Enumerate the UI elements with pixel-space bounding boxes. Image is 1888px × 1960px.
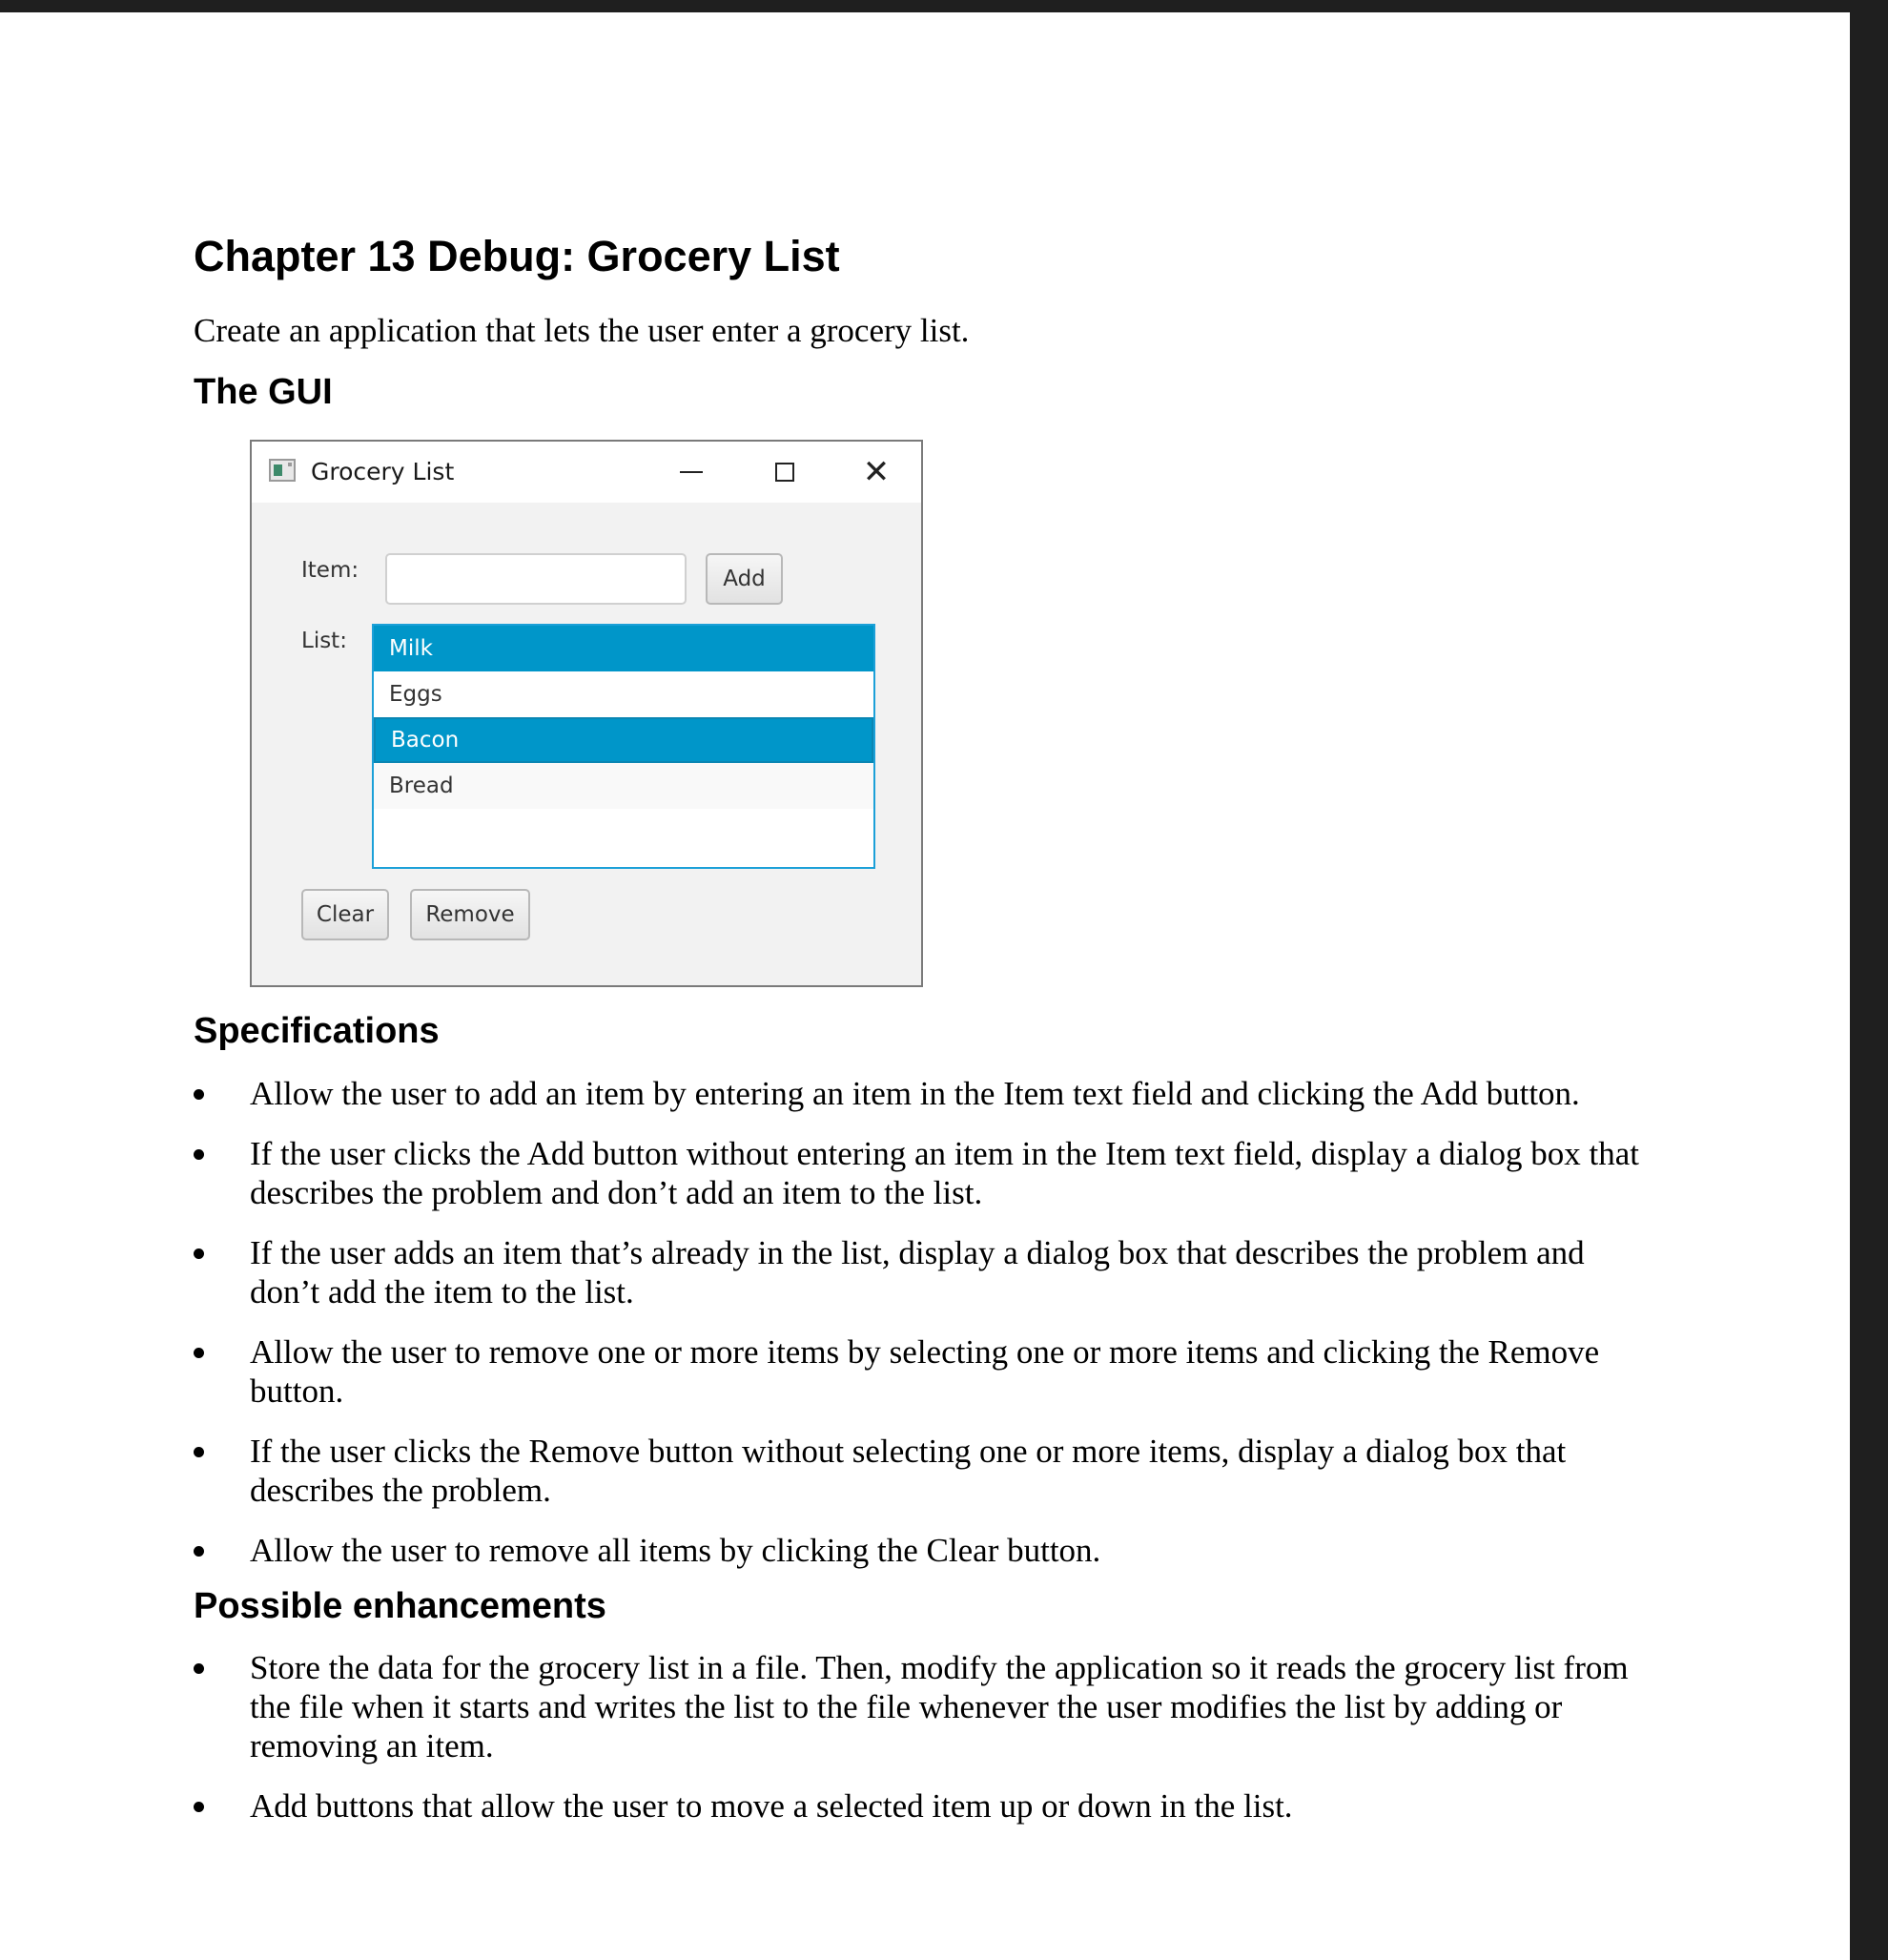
list-label: List: (301, 629, 347, 653)
list-item[interactable]: Eggs (374, 671, 873, 717)
bullet-icon (194, 1089, 204, 1100)
bullet-icon (194, 1447, 204, 1457)
viewer-scrollbar[interactable] (1850, 0, 1888, 1960)
list-item[interactable]: Milk (374, 626, 873, 671)
enhancements-heading: Possible enhancements (194, 1586, 606, 1626)
viewer-top-bar (0, 0, 1888, 12)
bullet-icon (194, 1149, 204, 1160)
bullet-text: Add buttons that allow the user to move a selected item up or down in the list. (250, 1787, 1293, 1825)
bullet-text: Store the data for the grocery list in a file. Then, modify the application so it reads the grocery list from the file when it starts and writes the list to the file whenever the user modifies the list by adding or removing an item. (250, 1649, 1629, 1764)
list-item (194, 1332, 1643, 1411)
bullet-text: Allow the user to remove all items by clicking the Clear button. (250, 1532, 1101, 1569)
remove-button[interactable]: Remove (410, 889, 530, 940)
bullet-text: Allow the user to remove one or more items by selecting one or more items and clicking the Remove button. (250, 1333, 1600, 1410)
app-icon (269, 459, 296, 482)
item-input[interactable] (385, 553, 687, 605)
bullet-icon (194, 1546, 204, 1557)
list-item[interactable]: Bread (374, 763, 873, 809)
bullet-icon (194, 1348, 204, 1358)
list-item (194, 1233, 1643, 1311)
bullet-icon (194, 1663, 204, 1674)
bullet-icon (194, 1248, 204, 1259)
specifications-list (194, 1074, 1643, 1591)
bullet-text: If the user clicks the Add button without entering an item in the Item text field, display a dialog box that describes the problem and don’t add an item to the list. (250, 1135, 1640, 1211)
clear-button[interactable]: Clear (301, 889, 389, 940)
list-item (194, 1786, 1643, 1826)
item-label: Item: (301, 558, 359, 583)
maximize-icon[interactable] (761, 451, 809, 493)
list-item (194, 1648, 1643, 1765)
list-item (194, 1074, 1643, 1113)
list-item (194, 1432, 1643, 1510)
list-item (194, 1134, 1643, 1212)
grocery-list-window-screenshot (250, 440, 923, 987)
close-icon[interactable]: ✕ (862, 453, 891, 491)
page-title: Chapter 13 Debug: Grocery List (194, 232, 840, 280)
add-button[interactable]: Add (706, 553, 783, 605)
bullet-text: Allow the user to add an item by entering an item in the Item text field and clicking the Add button. (250, 1075, 1580, 1112)
window-title: Grocery List (311, 458, 455, 485)
list-item[interactable]: Bacon (374, 717, 873, 763)
enhancements-list (194, 1648, 1643, 1847)
minimize-icon[interactable] (667, 451, 715, 493)
bullet-text: If the user clicks the Remove button without selecting one or more items, display a dialog box that describes the problem. (250, 1433, 1567, 1509)
intro-paragraph: Create an application that lets the user enter a grocery list. (194, 312, 970, 349)
list-item (194, 1531, 1643, 1570)
document-page (0, 12, 1850, 1960)
bullet-text: If the user adds an item that’s already in the list, display a dialog box that describes the problem and don’t add the item to the list. (250, 1234, 1585, 1310)
specifications-heading: Specifications (194, 1011, 440, 1051)
bullet-icon (194, 1802, 204, 1812)
window-title-bar (252, 442, 921, 503)
gui-heading: The GUI (194, 372, 333, 412)
grocery-list-view[interactable] (372, 624, 875, 869)
